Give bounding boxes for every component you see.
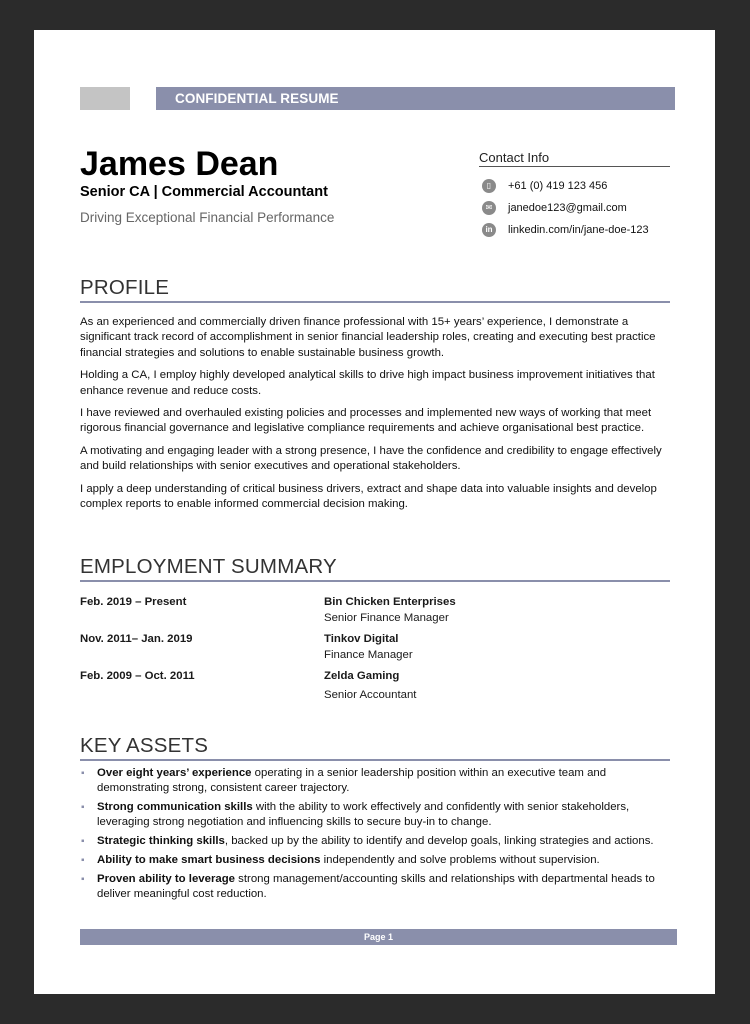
employment-dates: Feb. 2019 – Present xyxy=(80,596,187,608)
asset-highlight: Over eight years’ experience xyxy=(97,767,252,779)
key-assets-divider xyxy=(80,759,670,761)
candidate-subtitle: Senior CA | Commercial Accountant xyxy=(80,184,328,200)
employment-dates: Nov. 2011– Jan. 2019 xyxy=(80,633,193,645)
employment-company: Zelda Gaming xyxy=(324,670,400,682)
employment-divider xyxy=(80,580,670,582)
asset-text: operating in a senior leadership position within an executive team and demonstrating strong, consistent career trajectory. xyxy=(97,767,607,794)
candidate-tagline: Driving Exceptional Financial Performance xyxy=(80,210,335,225)
asset-highlight: Strong communication skills xyxy=(97,801,253,813)
page-footer: Page 1 xyxy=(80,929,677,945)
key-assets-list xyxy=(80,766,680,906)
bullet-icon: ▪ xyxy=(81,836,85,847)
resume-page xyxy=(34,30,715,994)
list-item xyxy=(80,766,680,796)
contact-divider xyxy=(479,166,670,167)
contact-phone xyxy=(482,179,607,193)
contact-linkedin xyxy=(482,223,649,237)
asset-text: strong management/accounting skills and relationships with departmental heads to deliver meaningful cost reduction. xyxy=(97,873,655,900)
profile-paragraph: Holding a CA, I employ highly developed analytical skills to drive high impact business improvement initiatives that enhance revenue and reduce costs. xyxy=(80,369,655,397)
key-assets-heading: KEY ASSETS xyxy=(80,734,209,757)
contact-phone-text: +61 (0) 419 123 456 xyxy=(508,180,608,192)
profile-heading: PROFILE xyxy=(80,276,170,299)
asset-highlight: Ability to make smart business decisions xyxy=(97,854,321,866)
employment-company: Bin Chicken Enterprises xyxy=(324,596,456,608)
asset-text: with the ability to work effectively and confidently with senior stakeholders, leveraging strong negotiation and influencing skills to secure buy-in to change. xyxy=(97,801,630,828)
list-item xyxy=(80,834,680,849)
bullet-icon: ▪ xyxy=(81,802,85,813)
employment-heading: EMPLOYMENT SUMMARY xyxy=(80,555,337,578)
candidate-name: James Dean xyxy=(80,145,279,183)
employment-dates: Feb. 2009 – Oct. 2011 xyxy=(80,670,195,682)
employment-role: Senior Accountant xyxy=(324,689,417,701)
banner-gray-block xyxy=(80,87,130,110)
profile-paragraph: As an experienced and commercially driven finance professional with 15+ years’ experience, I demonstrate a significant track record of accomplishment in senior financial leadership roles, creating and executing best practice financial strategies and solutions to enable sustainable business growth. xyxy=(80,316,656,359)
asset-text: independently and solve problems without supervision. xyxy=(320,854,600,866)
employment-role: Finance Manager xyxy=(324,649,413,661)
list-item xyxy=(80,853,680,868)
asset-highlight: Proven ability to leverage xyxy=(97,873,236,885)
employment-company: Tinkov Digital xyxy=(324,633,399,645)
employment-role: Senior Finance Manager xyxy=(324,612,449,624)
profile-paragraph: I have reviewed and overhauled existing policies and processes and implemented new ways of working that meet rigorous financial governance and legislative compliance requirements and achieve organisational best practice. xyxy=(80,407,652,435)
profile-divider xyxy=(80,301,670,303)
bullet-icon: ▪ xyxy=(81,855,85,866)
asset-highlight: Strategic thinking skills xyxy=(97,835,225,847)
asset-text: , backed up by the ability to identify and develop goals, linking strategies and actions. xyxy=(224,835,654,847)
contact-email xyxy=(482,201,627,215)
profile-paragraph: A motivating and engaging leader with a strong presence, I have the confidence and credibility to engage effectively and build relationships with senior executives and operational stakeholders. xyxy=(80,444,662,473)
list-item xyxy=(80,872,680,902)
contact-info-title: Contact Info xyxy=(479,150,550,165)
bullet-icon: ▪ xyxy=(81,768,85,779)
linkedin-icon: in xyxy=(482,223,496,237)
profile-body xyxy=(80,315,680,519)
email-icon: ✉ xyxy=(482,201,496,215)
bullet-icon: ▪ xyxy=(81,874,85,885)
profile-paragraph: I apply a deep understanding of critical business drivers, extract and shape data into valuable insights and develop complex reports to enable informed commercial decision making. xyxy=(80,482,657,511)
list-item xyxy=(80,800,680,830)
contact-email-text: janedoe123@gmail.com xyxy=(508,202,627,214)
contact-linkedin-text: linkedin.com/in/jane-doe-123 xyxy=(508,224,649,236)
confidential-banner: CONFIDENTIAL RESUME xyxy=(156,87,675,110)
phone-icon: ▯ xyxy=(482,179,496,193)
